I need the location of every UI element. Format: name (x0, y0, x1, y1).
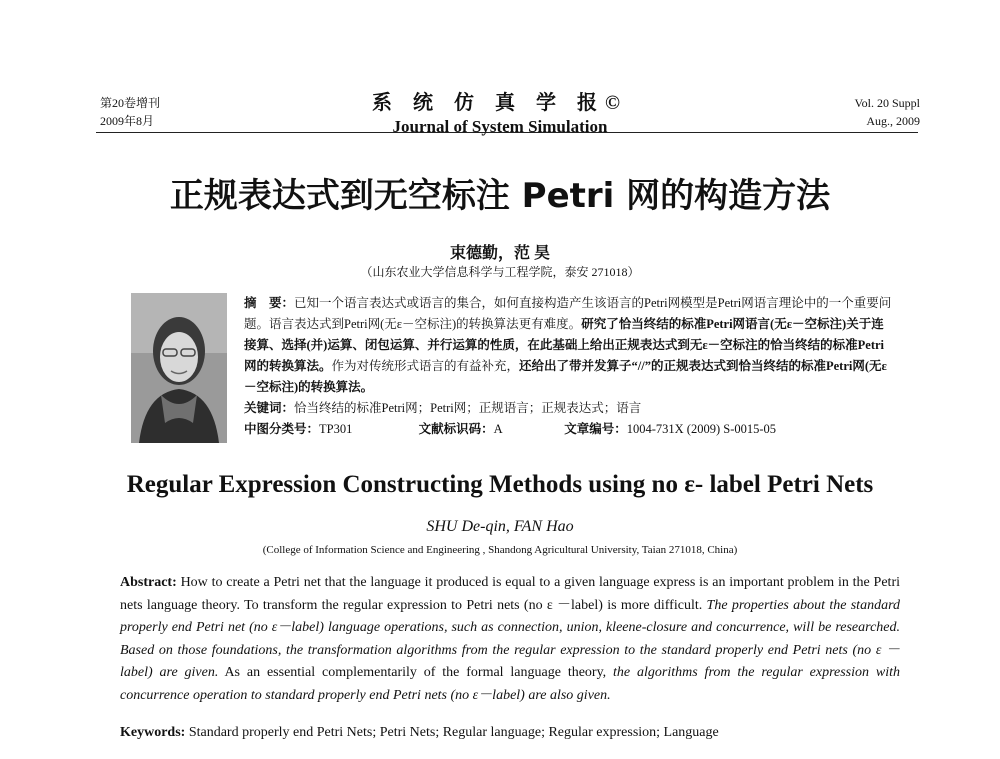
keywords-cn-label: 关键词： (244, 401, 295, 415)
abstract-cn-text1: 已知一个语言表达式或语言的集合，如何直接构造产生该语言的Petri网模型是Petri网语言理论中的一个重要问题。语言表达式到Petri网(无ε－空标注)的转换算法更有难度。 (244, 296, 892, 331)
paper-title-en: Regular Expression Constructing Methods using no ε- label Petri Nets (126, 471, 874, 498)
affiliation-en: (College of Information Science and Engineering , Shandong Agricultural University, Taian 271018, China) (262, 544, 738, 556)
classification-line (244, 419, 896, 440)
paper-title-cn: 正规表达式到无空标注 Petri 网的构造方法 (169, 176, 831, 216)
journal-title-en: Journal of System Simulation (392, 117, 608, 136)
doc-code-label: 文献标识码： (418, 422, 494, 436)
abstract-en-p2: The properties about the standard properly end Petri net (no ε－label) language operations, such as connection, union, kleene-closure and concurrence, will be researched. Based on those foundations, the transformation algorithms from the regular expression to the standard properly end Petri nets (no ε －label) are given. (120, 597, 900, 680)
article-no-value: 1004-731X (2009) S-0015-05 (626, 422, 777, 436)
article-no-label: 文章编号： (564, 422, 627, 436)
authors-cn: 束德勤，范 昊 (449, 245, 550, 262)
abstract-cn-label: 摘 要： (244, 296, 295, 310)
date-cn: 2009年8月 (100, 114, 155, 128)
abstract-en-p4: the algorithms from the regular expression with concurrence operation to standard properly end Petri nets (no ε－label) are also given. (120, 665, 901, 703)
affiliation-cn: （山东农业大学信息科学与工程学院，泰安 271018） (360, 265, 640, 279)
journal-masthead (0, 86, 1000, 137)
keywords-en-text: Standard properly end Petri Nets; Petri Nets; Regular language; Regular expression; Language (185, 725, 719, 740)
header-right (855, 94, 920, 130)
abstract-en (120, 572, 900, 707)
clc-value: TP301 (319, 422, 353, 436)
abstract-cn-text2: 研究了恰当终结的标准Petri网语言(无ε－空标注)关于连接算、选择(并)运算、闭包运算、并行运算的性质，在此基础上给出正规表达式到无ε－空标注的恰当终结的标准Petri网的转换算法。 (244, 317, 885, 373)
abstract-en-p1: How to create a Petri net that the language it produced is equal to a given language express is an important problem in the Petri nets language theory. To transform the regular expression to Petri nets (no ε －label) is more difficult. (120, 575, 900, 613)
volume-en: Vol. 20 Suppl (854, 96, 920, 110)
keywords-cn (244, 398, 896, 419)
keywords-cn-text: 恰当终结的标准Petri网；Petri网；正规语言；正规表达式；语言 (294, 401, 642, 415)
journal-title-cn: 系 统 仿 真 学 报© (372, 92, 628, 114)
abstract-en-p3: As an essential complementarily of the formal language theory, (218, 665, 614, 680)
abstract-cn-text3: 作为对传统形式语言的有益补充， (331, 359, 520, 373)
clc-label: 中图分类号： (244, 422, 320, 436)
authors-en: SHU De-qin, FAN Hao (426, 518, 574, 535)
keywords-en-label: Keywords: (120, 725, 186, 740)
doc-code-value: A (493, 422, 502, 436)
author-photo (131, 293, 227, 443)
keywords-en (120, 725, 900, 741)
abstract-en-label: Abstract: (120, 575, 177, 590)
abstract-cn (244, 293, 896, 440)
volume-cn: 第20卷增刊 (100, 96, 161, 110)
header-rule (96, 132, 918, 133)
date-en: Aug., 2009 (866, 114, 920, 128)
abstract-cn-text4: 还给出了带并发算子“//”的正规表达式到恰当终结的标准Petri网(无ε－空标注)的转换算法。 (244, 359, 887, 394)
author-portrait-icon (131, 293, 227, 443)
